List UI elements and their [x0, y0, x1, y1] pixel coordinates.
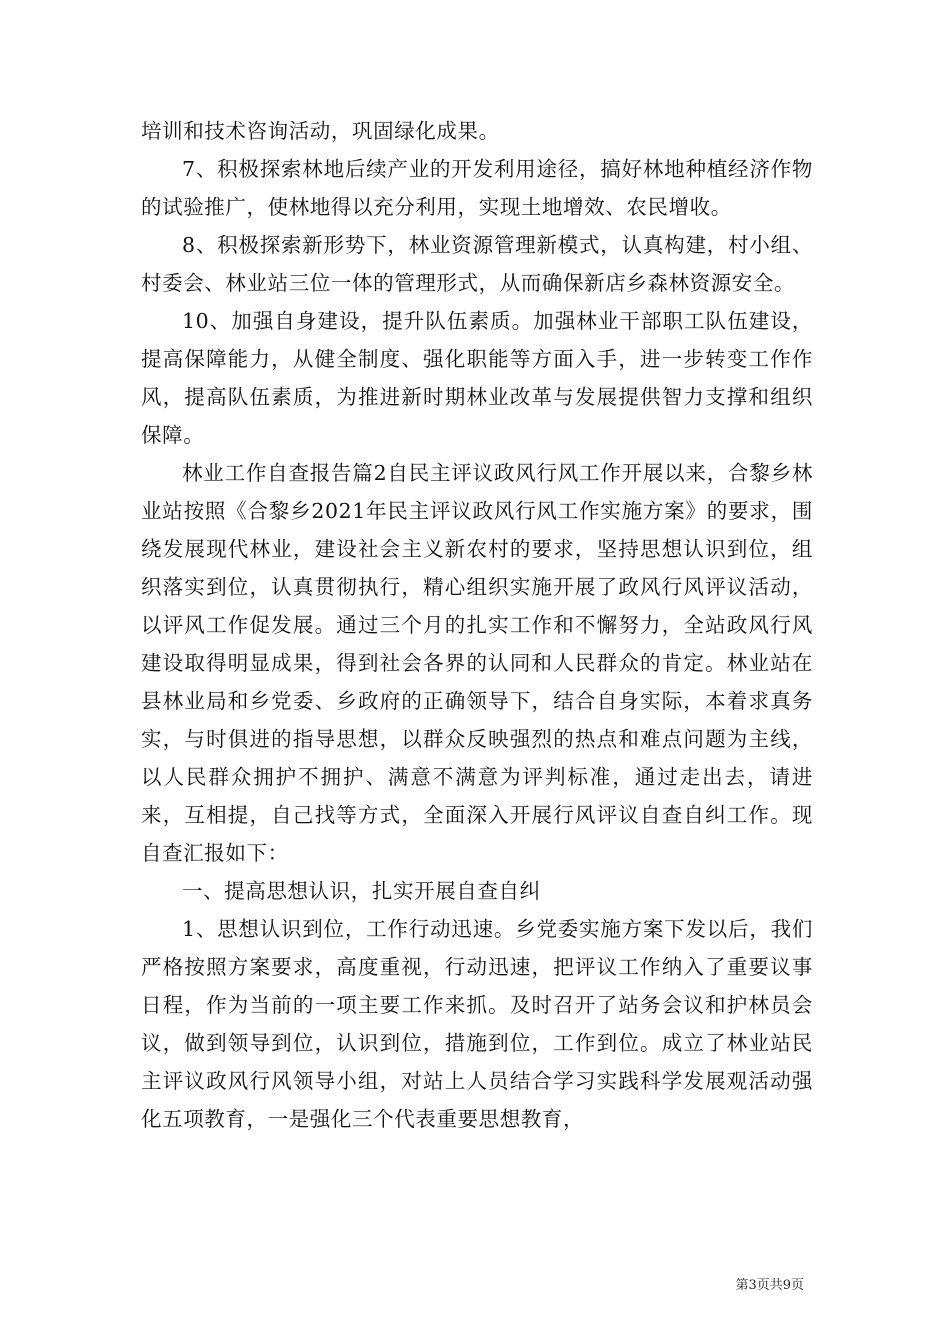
paragraph: 8、积极探索新形势下，林业资源管理新模式，认真构建，村小组、村委会、林业站三位一体的管理形式，从而确保新店乡森林资源安全。 [141, 233, 813, 295]
paragraph: 1、思想认识到位，工作行动迅速。乡党委实施方案下发以后，我们严格按照方案要求，高度重视，行动迅速，把评议工作纳入了重要议事日程，作为当前的一项主要工作来抓。及时召开了站务会议和护林员会议，做到领导到位，认识到位，措施到位，工作到位。成立了林业站民主评议政风行风领导小组，对站上人员结合学习实践科学发展观活动强化五项教育，一是强化三个代表重要思想教育， [141, 917, 813, 1131]
document-body [141, 112, 813, 1138]
section-heading: 一、提高思想认识，扎实开展自查自纠 [182, 879, 541, 903]
paragraph: 培训和技术咨询活动，巩固绿化成果。 [141, 119, 500, 143]
page-number: 第3页共9页 [735, 1278, 804, 1293]
paragraph: 7、积极探索林地后续产业的开发利用途径，搞好林地种植经济作物的试验推广，使林地得以充分利用，实现土地增效、农民增收。 [141, 157, 813, 219]
paragraph: 10、加强自身建设，提升队伍素质。加强林业干部职工队伍建设，提高保障能力，从健全制度、强化职能等方面入手，进一步转变工作作风，提高队伍素质，为推进新时期林业改革与发展提供智力支撑和组织保障。 [141, 309, 813, 447]
paragraph: 林业工作自查报告篇2自民主评议政风行风工作开展以来，合黎乡林业站按照《合黎乡2021年民主评议政风行风工作实施方案》的要求，围绕发展现代林业，建设社会主义新农村的要求，坚持思想认识到位，组织落实到位，认真贯彻执行，精心组织实施开展了政风行风评议活动，以评风工作促发展。通过三个月的扎实工作和不懈努力，全站政风行风建设取得明显成果，得到社会各界的认同和人民群众的肯定。林业站在县林业局和乡党委、乡政府的正确领导下，结合自身实际，本着求真务实，与时俱进的指导思想，以群众反映强烈的热点和难点问题为主线，以人民群众拥护不拥护、满意不满意为评判标准，通过走出去，请进来，互相提，自己找等方式，全面深入开展行风评议自查自纠工作。现自查汇报如下： [141, 461, 813, 865]
